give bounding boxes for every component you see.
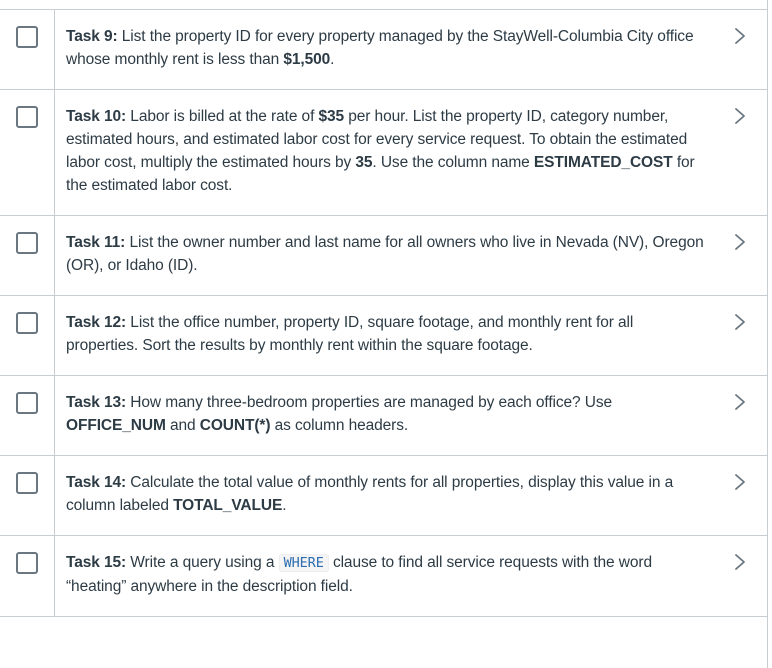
text-segment: Calculate the total value of monthly rents for all properties, display this value in a column labeled (66, 474, 674, 514)
chevron-right-icon[interactable] (733, 553, 747, 571)
text-segment: as column headers. (270, 417, 409, 434)
task-description (55, 376, 767, 455)
task-description (55, 10, 767, 89)
task-description (55, 296, 767, 375)
task-list (0, 9, 767, 617)
chevron-right-icon[interactable] (733, 393, 747, 411)
task-checkbox-cell (0, 10, 55, 89)
bold-term: $1,500 (283, 51, 331, 68)
task-item-15[interactable] (0, 536, 767, 617)
task-checkbox-cell (0, 90, 55, 215)
text-segment: Write a query using a (126, 554, 279, 571)
task-checkbox-cell (0, 376, 55, 455)
text-segment: How many three-bedroom properties are managed by each office? Use (126, 394, 613, 411)
task-description (55, 90, 767, 215)
chevron-right-icon[interactable] (733, 233, 747, 251)
bold-term: $35 (318, 108, 345, 125)
task-item-12[interactable] (0, 296, 767, 376)
text-segment: List the office number, property ID, square footage, and monthly rent for all properties. Sort the results by monthly rent within the square footage. (66, 314, 634, 354)
task-label: Task 9: (66, 28, 118, 45)
text-segment: and (165, 417, 200, 434)
chevron-right-icon-svg (733, 473, 747, 491)
task-checkbox-cell (0, 296, 55, 375)
bold-term: COUNT(*) (199, 417, 271, 434)
text-segment: for the estimated labor cost. (66, 154, 695, 194)
task-checkbox-cell (0, 456, 55, 535)
task-checkbox[interactable] (16, 232, 38, 254)
text-segment: List the owner number and last name for all owners who live in Nevada (NV), Oregon (OR), or Idaho (ID). (66, 234, 704, 274)
text-segment: . Use the column name (372, 154, 534, 171)
bold-term: TOTAL_VALUE (173, 497, 283, 514)
text-segment: . (330, 51, 335, 68)
task-checkbox[interactable] (16, 106, 38, 128)
task-label: Task 13: (66, 394, 127, 411)
task-item-10[interactable] (0, 90, 767, 216)
task-item-9[interactable] (0, 10, 767, 90)
task-description (55, 536, 767, 616)
task-checkbox[interactable] (16, 552, 38, 574)
task-item-11[interactable] (0, 216, 767, 296)
inline-code: WHERE (279, 554, 329, 572)
task-item-14[interactable] (0, 456, 767, 536)
chevron-right-icon-svg (733, 393, 747, 411)
chevron-right-icon-svg (733, 553, 747, 571)
bold-term: OFFICE_NUM (66, 417, 166, 434)
task-label: Task 11: (66, 234, 126, 251)
task-description (55, 456, 767, 535)
bold-term: 35 (355, 154, 373, 171)
text-segment: List the property ID for every property managed by the StayWell-Columbia City office whose monthly rent is less than (66, 28, 694, 68)
task-body (66, 108, 695, 194)
task-item-13[interactable] (0, 376, 767, 456)
task-body (66, 234, 704, 274)
chevron-right-icon[interactable] (733, 107, 747, 125)
text-segment: per hour. List the property ID, category number, estimated hours, and estimated labor cost for every service request. To obtain the estimated labor cost, multiply the estimated hours by (66, 108, 688, 171)
bold-term: ESTIMATED_COST (533, 154, 673, 171)
text-segment: Labor is billed at the rate of (126, 108, 319, 125)
chevron-right-icon[interactable] (733, 313, 747, 331)
task-body (66, 394, 612, 434)
task-body (66, 474, 673, 514)
chevron-right-icon-svg (733, 313, 747, 331)
text-segment: . (282, 497, 287, 514)
chevron-right-icon[interactable] (733, 473, 747, 491)
chevron-right-icon-svg (733, 27, 747, 45)
task-label: Task 14: (66, 474, 127, 491)
task-checkbox[interactable] (16, 392, 38, 414)
task-body (66, 314, 633, 354)
task-checkbox[interactable] (16, 312, 38, 334)
chevron-right-icon[interactable] (733, 27, 747, 45)
task-checkbox[interactable] (16, 26, 38, 48)
task-label: Task 15: (66, 554, 127, 571)
task-checkbox-cell (0, 216, 55, 295)
task-checkbox-cell (0, 536, 55, 616)
task-body (66, 28, 693, 68)
task-description (55, 216, 767, 295)
chevron-right-icon-svg (733, 233, 747, 251)
task-label: Task 12: (66, 314, 127, 331)
task-label: Task 10: (66, 108, 127, 125)
text-segment: clause to find all service requests with the word “heating” anywhere in the description field. (66, 554, 652, 595)
task-checkbox[interactable] (16, 472, 38, 494)
task-body (66, 554, 652, 595)
chevron-right-icon-svg (733, 107, 747, 125)
